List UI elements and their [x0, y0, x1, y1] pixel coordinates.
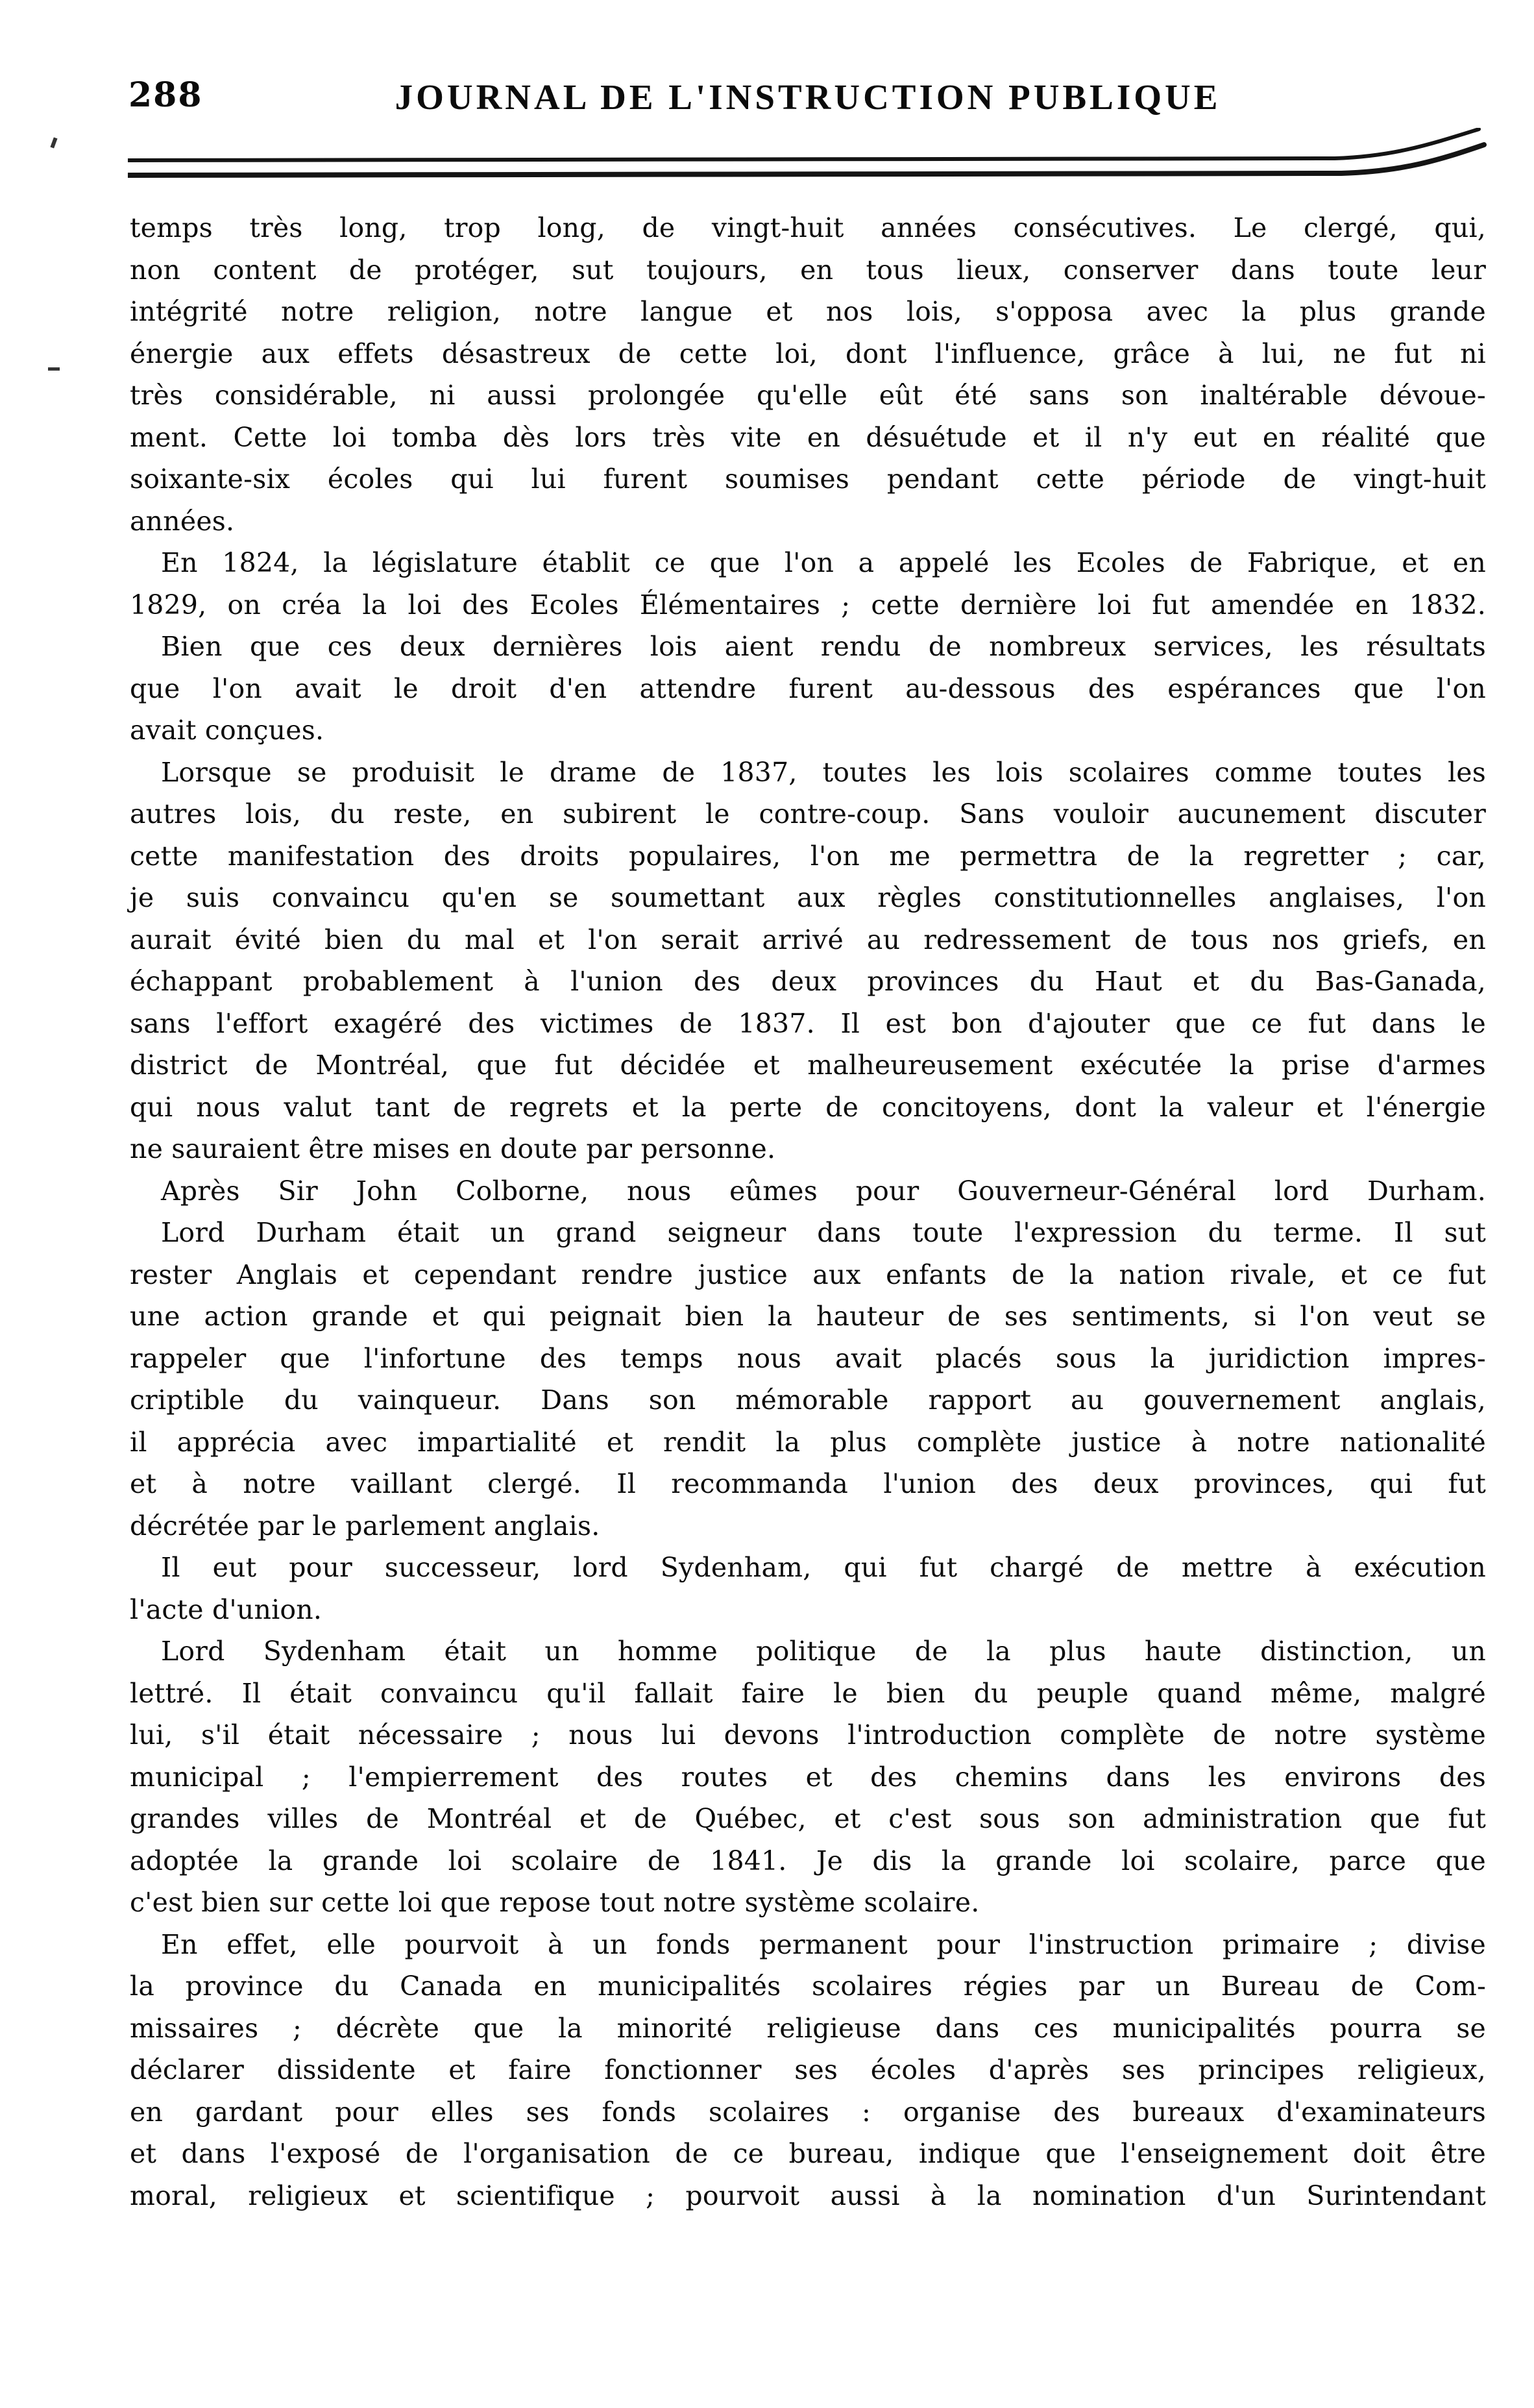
scan-speck [48, 367, 60, 371]
text-line: criptible du vainqueur. Dans son mémorable rapport au gouvernement anglais, [130, 1384, 1486, 1416]
page-number: 288 [128, 75, 203, 115]
paragraph [130, 542, 1486, 626]
text-line: Bien que ces deux dernières lois aient rendu de nombreux services, les résultats [161, 631, 1486, 662]
text-line: l'acte d'union. [130, 1593, 323, 1625]
text-line: Lorsque se produisit le drame de 1837, toutes les lois scolaires comme toutes les [161, 756, 1486, 788]
text-line: cette manifestation des droits populaires, l'on me permettra de la regretter ; car, [130, 840, 1486, 872]
header-double-rule [128, 128, 1487, 182]
text-line: sans l'effort exagéré des victimes de 1837. Il est bon d'ajouter que ce fut dans le [130, 1007, 1486, 1039]
rule-line-top [128, 129, 1479, 160]
paragraph [130, 1630, 1486, 1924]
text-line: missaires ; décrète que la minorité religieuse dans ces municipalités pourra se [130, 2012, 1486, 2044]
text-line: aurait évité bien du mal et l'on serait arrivé au redressement de tous nos griefs, en [130, 924, 1486, 955]
text-line: et dans l'exposé de l'organisation de ce bureau, indique que l'enseignement doit être [130, 2138, 1486, 2169]
page-body [130, 207, 1486, 2217]
scan-speck [50, 137, 57, 148]
text-line: Après Sir John Colborne, nous eûmes pour Gouverneur-Général lord Durham. [161, 1175, 1486, 1207]
paragraph [130, 1212, 1486, 1547]
text-line: il apprécia avec impartialité et rendit la plus complète justice à notre nationalité [130, 1426, 1486, 1458]
text-line: soixante-six écoles qui lui furent soumises pendant cette période de vingt-huit [130, 463, 1486, 495]
text-line: Lord Durham était un grand seigneur dans toute l'expression du terme. Il sut [161, 1217, 1486, 1248]
text-line: je suis convaincu qu'en se soumettant aux règles constitutionnelles anglaises, l'on [130, 882, 1486, 913]
paragraph [130, 1924, 1486, 2217]
text-line: ment. Cette loi tomba dès lors très vite en désuétude et il n'y eut en réalité que [130, 421, 1486, 453]
text-line: district de Montréal, que fut décidée et malheureusement exécutée la prise d'armes [130, 1050, 1486, 1081]
text-line: en gardant pour elles ses fonds scolaires : organise des bureaux d'examinateurs [130, 2096, 1486, 2128]
paragraph [130, 752, 1486, 1170]
text-line: lui, s'il était nécessaire ; nous lui devons l'introduction complète de notre système [130, 1719, 1486, 1751]
text-line: temps très long, trop long, de vingt-huit années consécutives. Le clergé, qui, [130, 212, 1486, 243]
text-line: déclarer dissidente et faire fonctionner ses écoles d'après ses principes religieux, [130, 2054, 1486, 2085]
text-line: une action grande et qui peignait bien la hauteur de ses sentiments, si l'on veut se [130, 1301, 1486, 1332]
text-line: ne sauraient être mises en doute par personne. [130, 1133, 776, 1164]
text-line: autres lois, du reste, en subirent le contre-coup. Sans vouloir aucunement discuter [130, 798, 1486, 829]
text-line: très considérable, ni aussi prolongée qu'elle eût été sans son inaltérable dévoue- [130, 380, 1486, 411]
text-line: Lord Sydenham était un homme politique de la plus haute distinction, un [161, 1636, 1486, 1667]
text-line: En effet, elle pourvoit à un fonds permanent pour l'instruction primaire ; divise [161, 1928, 1486, 1960]
text-line: adoptée la grande loi scolaire de 1841. Je dis la grande loi scolaire, parce que [130, 1845, 1486, 1876]
text-line: moral, religieux et scientifique ; pourvoit aussi à la nomination d'un Surintendant [130, 2180, 1486, 2211]
paragraph [130, 1547, 1486, 1630]
text-line: rappeler que l'infortune des temps nous avait placés sous la juridiction impres- [130, 1342, 1486, 1374]
text-line: avait conçues. [130, 715, 324, 746]
text-line: municipal ; l'empierrement des routes et des chemins dans les environs des [130, 1761, 1486, 1793]
text-line: Il eut pour successeur, lord Sydenham, qui fut chargé de mettre à exécution [161, 1552, 1486, 1583]
journal-title: JOURNAL DE L'INSTRUCTION PUBLIQUE [395, 77, 1221, 117]
text-line: énergie aux effets désastreux de cette loi, dont l'influence, grâce à lui, ne fut ni [130, 338, 1486, 369]
text-line: intégrité notre religion, notre langue et nos lois, s'opposa avec la plus grande [130, 296, 1486, 327]
text-line: 1829, on créa la loi des Ecoles Élémentaires ; cette dernière loi fut amendée en 1832. [130, 589, 1486, 620]
text-line: que l'on avait le droit d'en attendre furent au-dessous des espérances que l'on [130, 672, 1486, 704]
text-line: non content de protéger, sut toujours, en tous lieux, conserver dans toute leur [130, 254, 1486, 286]
text-line: c'est bien sur cette loi que repose tout notre système scolaire. [130, 1887, 980, 1918]
text-line: décrétée par le parlement anglais. [130, 1510, 600, 1542]
text-line: la province du Canada en municipalités scolaires régies par un Bureau de Com- [130, 1971, 1486, 2002]
paragraph [130, 1170, 1486, 1212]
text-line: échappant probablement à l'union des deux provinces du Haut et du Bas-Ganada, [130, 966, 1486, 997]
text-line: qui nous valut tant de regrets et la perte de concitoyens, dont la valeur et l'énergie [130, 1091, 1486, 1123]
text-line: rester Anglais et cependant rendre justice aux enfants de la nation rivale, et ce fut [130, 1259, 1486, 1290]
text-line: En 1824, la législature établit ce que l'on a appelé les Ecoles de Fabrique, et en [161, 547, 1486, 578]
text-line: années. [130, 505, 235, 537]
paragraph [130, 207, 1486, 542]
text-line: grandes villes de Montréal et de Québec, et c'est sous son administration que fut [130, 1803, 1486, 1834]
text-line: lettré. Il était convaincu qu'il fallait faire le bien du peuple quand même, malgré [130, 1677, 1486, 1709]
page-header [0, 0, 1534, 117]
text-line: et à notre vaillant clergé. Il recommanda l'union des deux provinces, qui fut [130, 1468, 1486, 1499]
paragraph [130, 626, 1486, 752]
